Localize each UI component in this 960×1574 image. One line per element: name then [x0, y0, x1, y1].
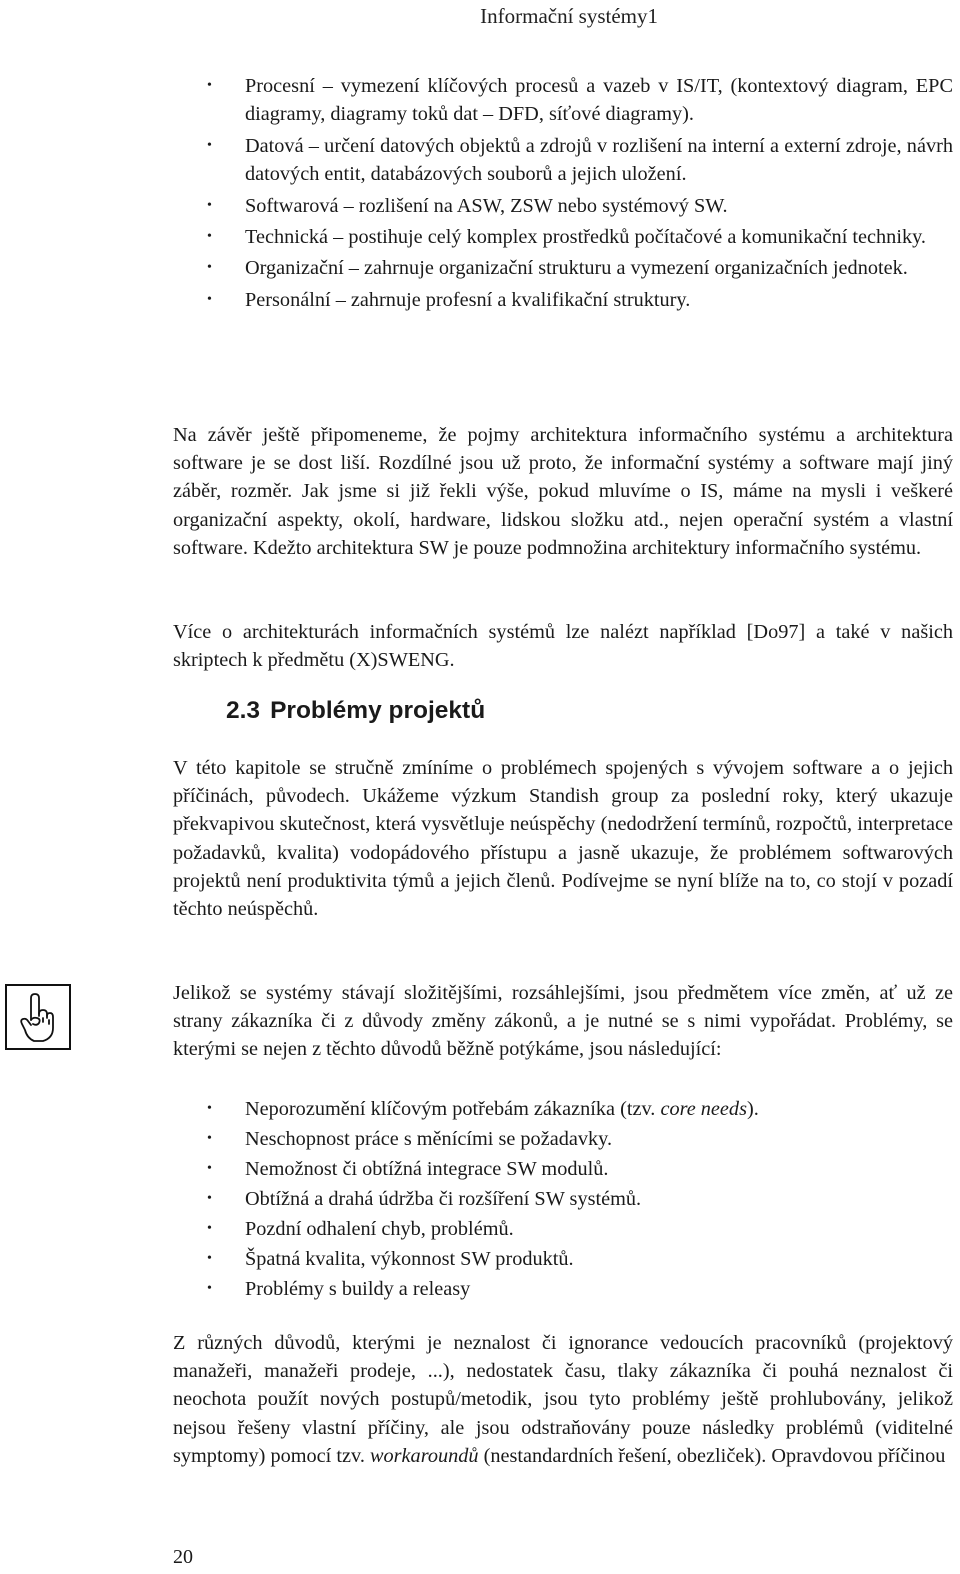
paragraph-more-info: Více o architekturách informačních systémů lze nalézt například [Do97] a také v našich skriptech k předmětu (X)SWENG.: [173, 621, 953, 672]
paragraph-architecture-summary: Na závěr ještě připomeneme, že pojmy architektura informačního systému a architektura software je se dost liší. Rozdílné jsou už proto, že informační systémy a software mají jiný záběr, rozměr. Jak jsme si již řekli výše, pokud mluvíme o IS, máme na mysli i veškeré organizační aspekty, okolí, hardware, lidskou složku atd., nejen operační systém a vlastní software. Kdežto architektura SW je pouze podmnožina architektury informačního systému.: [173, 424, 953, 559]
bullet-icon: •: [207, 229, 212, 245]
list-item: • Nemožnost či obtížná integrace SW modulů.: [207, 1154, 953, 1184]
page-number: 20: [173, 1546, 193, 1568]
bullet-icon: •: [207, 1101, 212, 1116]
pointing-hand-icon: [5, 984, 71, 1050]
section-heading: [226, 697, 485, 725]
bullet-icon: •: [207, 1191, 212, 1206]
architecture-list: [207, 72, 953, 314]
paragraph-root-causes: Z různých důvodů, kterými je neznalost či ignorance vedoucích pracovníků (projektový manažeři, manažeři prodeje, ...), nedostatek času, tlaky zákazníka či pouhá neznalost či neochota použít nových postupů/metodik, jsou tyto problémy ještě prohlubovány, jelikož nejsou řešeny vlastní příčiny, ale jsou odstraňovány pouze následky problémů (viditelné symptomy) pomocí tzv. workaroundů (nestandardních řešení, obezliček). Opravdovou příčinou: [173, 1332, 953, 1467]
list-item: • Softwarová – rozlišení na ASW, ZSW nebo systémový SW.: [207, 192, 953, 220]
bullet-icon: •: [207, 1131, 212, 1146]
list-item: • Neschopnost práce s měnícími se požadavky.: [207, 1124, 953, 1154]
bullet-icon: •: [207, 78, 212, 93]
paragraph-problems-intro: Jelikož se systémy stávají složitějšími, rozsáhlejšími, jsou předmětem více změn, ať už ze strany zákazníka či z důvody změny zákonů, a je nutné se s nimi vypořádat. Problémy, se kterými se nejen z těchto důvodů běžně potýkáme, jsou následující:: [173, 982, 953, 1061]
list-item: • Technická – postihuje celý komplex prostředků počítačové a komunikační techniky.: [207, 223, 953, 251]
list-item: • Obtížná a drahá údržba či rozšíření SW systémů.: [207, 1184, 953, 1214]
problems-list: [207, 1094, 953, 1304]
list-item: • Pozdní odhalení chyb, problémů.: [207, 1214, 953, 1244]
bullet-icon: •: [207, 1281, 212, 1296]
list-item: • Personální – zahrnuje profesní a kvalifikační struktury.: [207, 286, 953, 314]
bullet-icon: •: [207, 1251, 212, 1266]
section-number: 2.3: [226, 697, 261, 724]
list-item: • Procesní – vymezení klíčových procesů a vazeb v IS/IT, (kontextový diagram, EPC diagramy, diagramy toků dat – DFD, síťové diagramy).: [207, 72, 953, 129]
list-item: • Datová – určení datových objektů a zdrojů v rozlišení na interní a externí zdroje, návrh datových entit, databázových souborů a jejich uložení.: [207, 132, 953, 189]
section-title: Problémy projektů: [270, 697, 486, 724]
bullet-icon: •: [207, 260, 212, 276]
bullet-icon: •: [207, 1221, 212, 1236]
list-item: • Neporozumění klíčovým potřebám zákazníka (tzv. core needs).: [207, 1094, 953, 1124]
list-item: • Problémy s buildy a releasy: [207, 1274, 953, 1304]
list-item: • Organizační – zahrnuje organizační strukturu a vymezení organizačních jednotek.: [207, 254, 953, 282]
bullet-icon: •: [207, 291, 212, 307]
bullet-icon: •: [207, 1161, 212, 1176]
list-item: • Špatná kvalita, výkonnost SW produktů.: [207, 1244, 953, 1274]
paragraph-chapter-intro: V této kapitole se stručně zmíníme o problémech spojených s vývojem software a o jejich příčinách, původech. Ukážeme výzkum Standish group za poslední roky, který ukazuje překvapivou skutečnost, která vysvětluje neúspěchy (nedodržení termínů, rozpočtů, interpretace požadavků, kvalita) vodopádového přístupu a jasně ukazuje, že problémem softwarových projektů není produktivita týmů a jejich členů. Podívejme se nyní blíže na to, co stojí v pozadí těchto neúspěchů.: [173, 757, 953, 921]
pointing-hand-drawing: [7, 986, 69, 1048]
bullet-icon: •: [207, 137, 212, 153]
bullet-icon: •: [207, 197, 212, 213]
running-header: Informační systémy1: [480, 4, 658, 28]
